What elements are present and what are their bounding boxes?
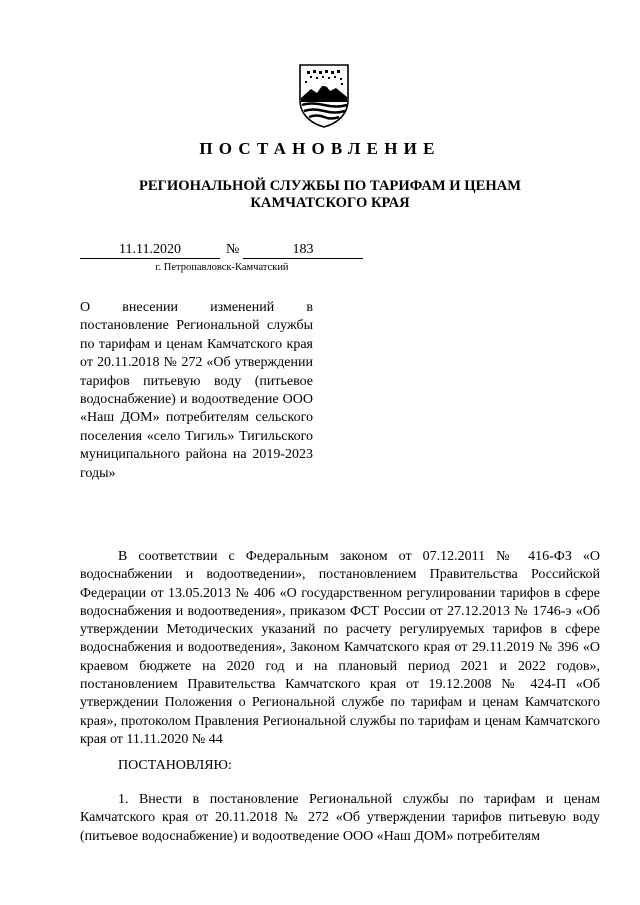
document-subject: О внесении изменений в постановление Региональной службы по тарифам и ценам Камчатского края от 20.11.2018 № 272 «Об утверждении тарифов питьевую воду (питьевое водоснабжение) и водоотведение ООО «Наш ДОМ» потребителям сельского поселения «село Тигиль» Тигильского муниципального района на 2019-2023 годы» bbox=[80, 300, 313, 481]
kamchatka-coat-of-arms-icon bbox=[297, 62, 351, 128]
number-sign: № bbox=[226, 242, 240, 257]
document-subtitle: РЕГИОНАЛЬНОЙ СЛУЖБЫ ПО ТАРИФАМ И ЦЕНАМ КАМЧАТСКОГО КРАЯ bbox=[138, 178, 522, 211]
resolve-heading: ПОСТАНОВЛЯЮ: bbox=[118, 758, 232, 773]
preamble-paragraph: В соответствии с Федеральным законом от 07.12.2011 № 416-ФЗ «О водоснабжении и водоотведении», постановлением Правительства Российской Федерации от 13.05.2013 № 406 «О государственном регулировании тарифов в сфере водоснабжения и водоотведения», приказом ФСТ России от 27.12.2013 № 1746-э «Об утверждении Методических указаний по расчету регулируемых тарифов в сфере водоснабжения и водоотведения», Законом Камчатского края от 29.11.2019 № 396 «О краевом бюджете на 2020 год и на плановый период 2021 и 2022 годов», постановлением Правительства Камчатского края от 19.12.2008 № 424-П «Об утверждении Положения о Региональной службе по тарифам и ценам Камчатского края», протоколом Правления Региональной службы по тарифам и ценам Камчатского края от 11.11.2020 № 44 bbox=[80, 549, 600, 747]
document-date: 11.11.2020 bbox=[80, 242, 220, 259]
document-city: г. Петропавловск-Камчатский bbox=[155, 262, 289, 273]
item-1-paragraph: 1. Внести в постановление Региональной службы по тарифам и ценам Камчатского края от 20.11.2018 № 272 «Об утверждении тарифов питьевую воду (питьевое водоснабжение) и водоотведение ООО «Наш ДОМ» потребителям bbox=[80, 792, 600, 844]
document-title: ПОСТАНОВЛЕНИЕ bbox=[199, 139, 441, 158]
document-number: 183 bbox=[243, 242, 363, 259]
